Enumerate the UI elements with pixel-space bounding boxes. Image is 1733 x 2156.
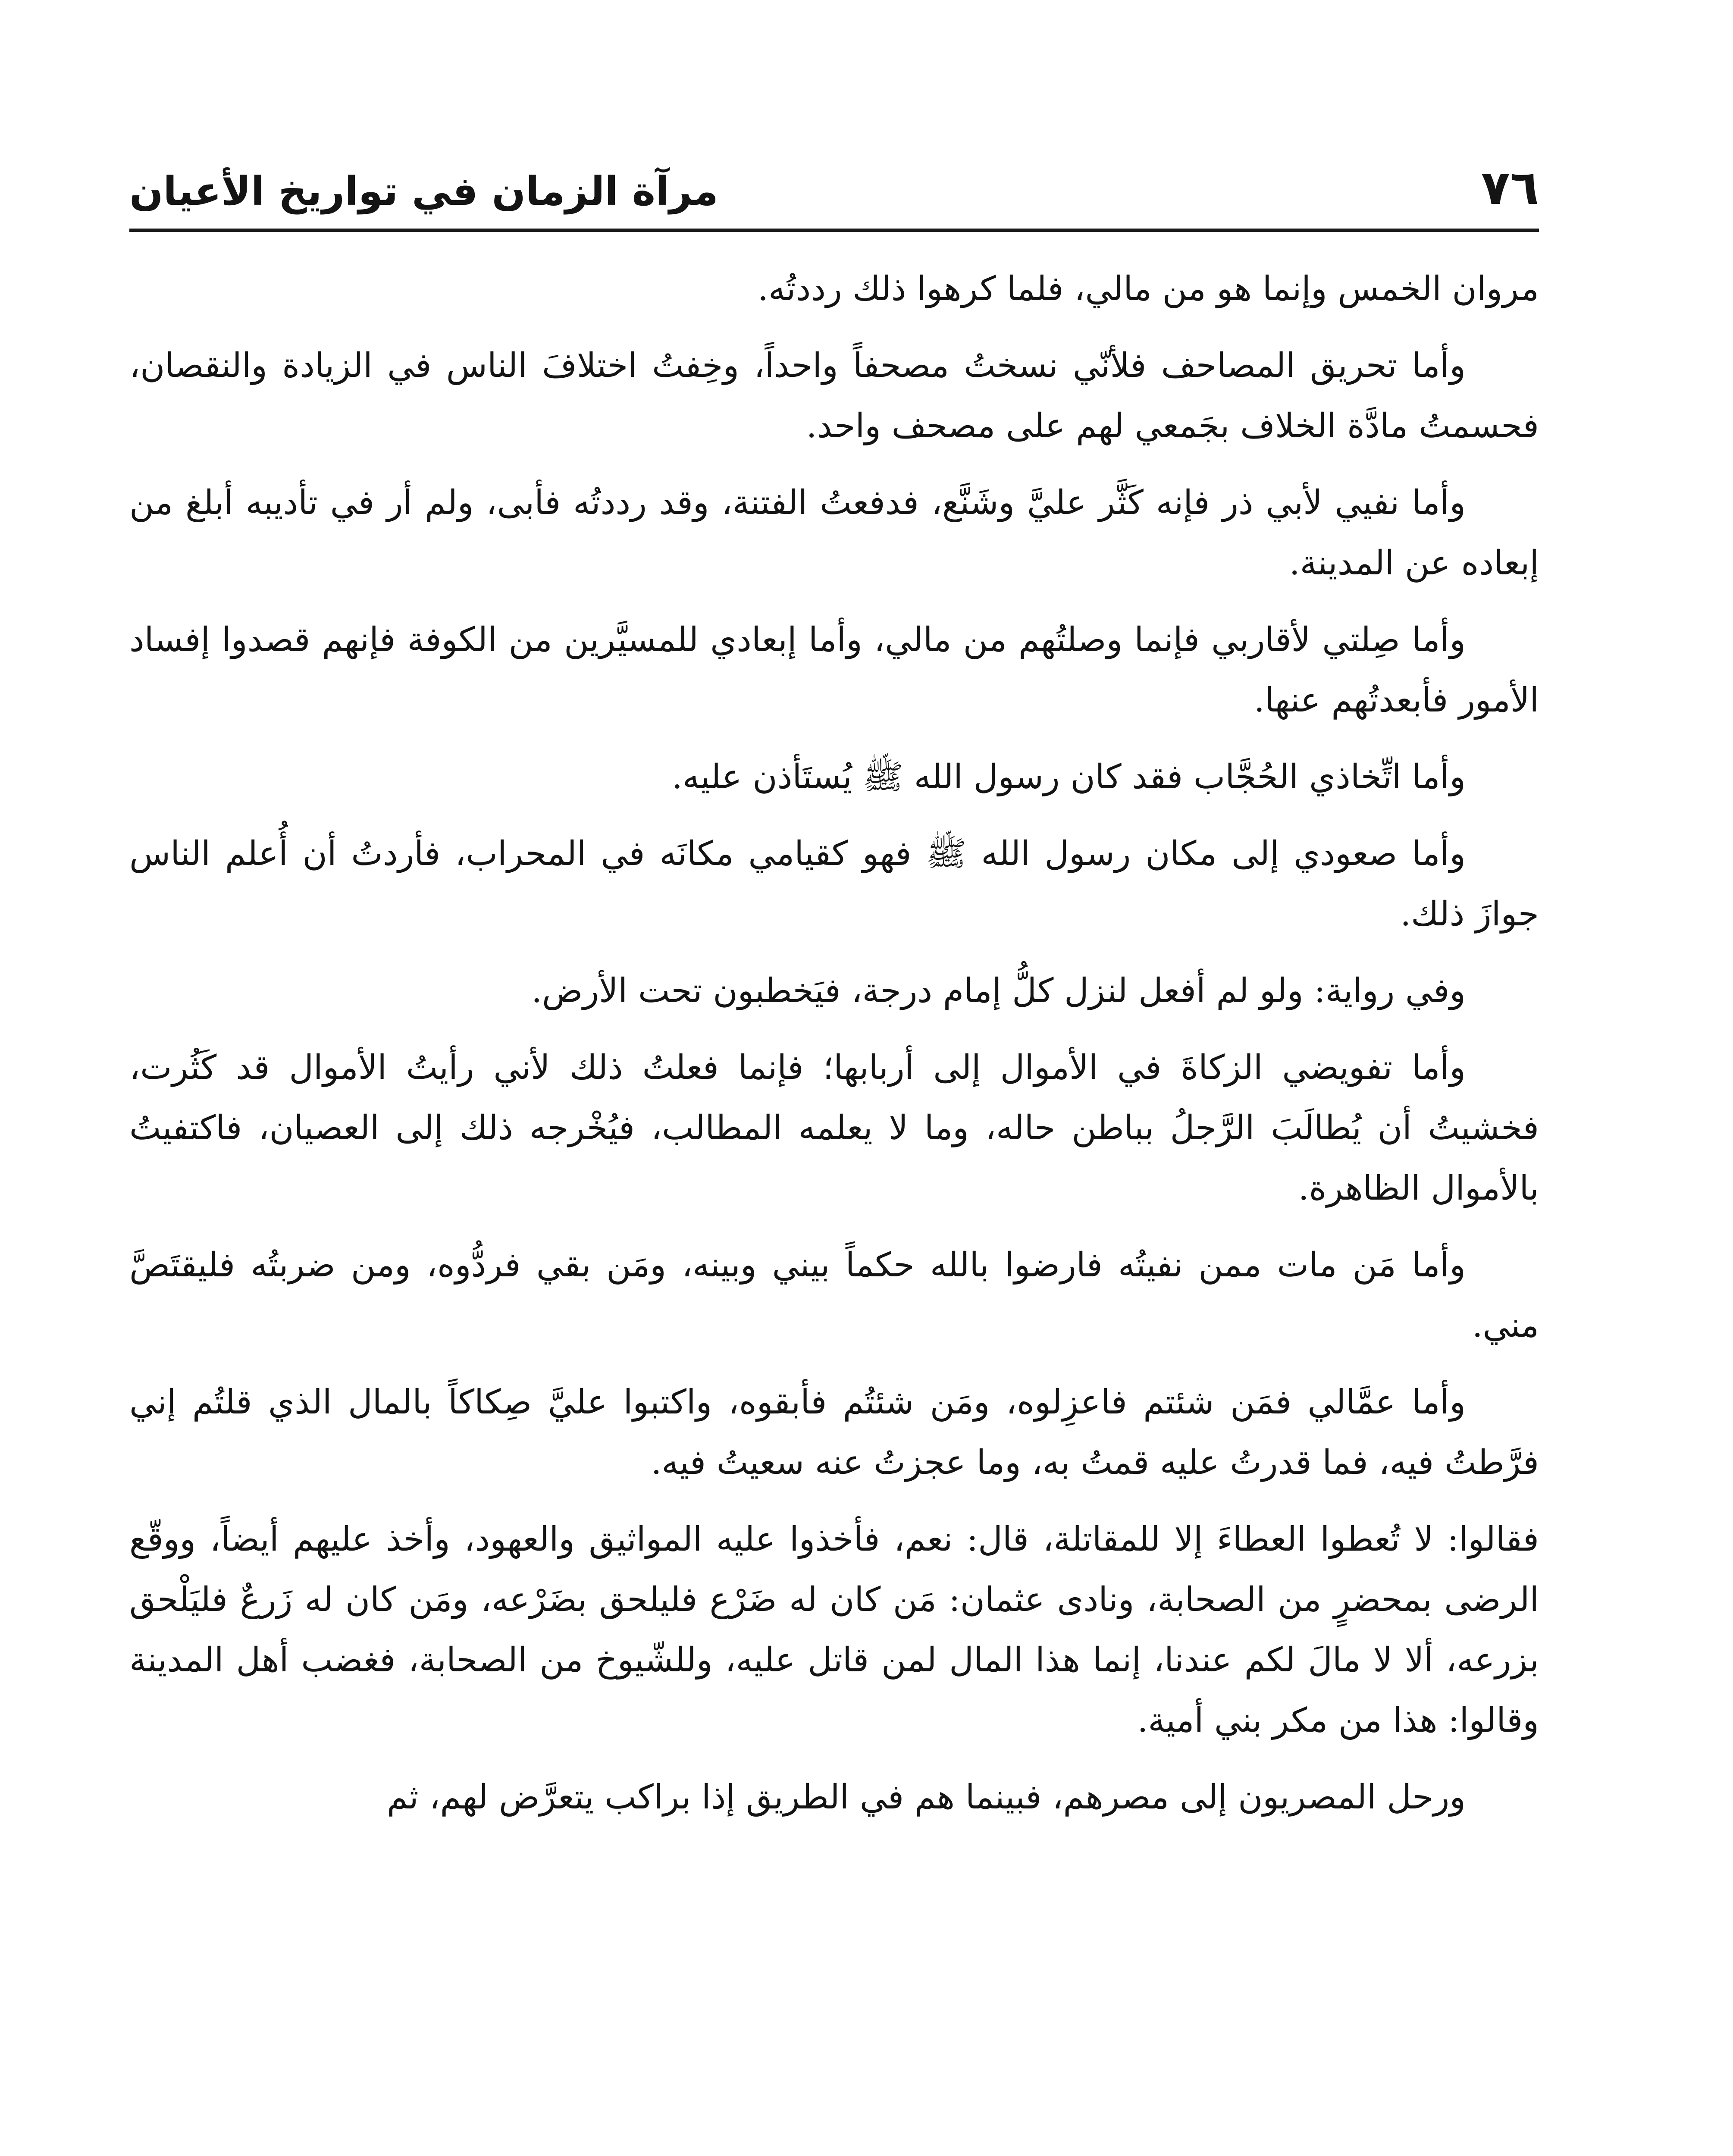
- paragraph: وأما صعودي إلى مكان رسول الله ﷺ فهو كقيامي مكانَه في المحراب، فأردتُ أن أُعلم الناس جوازَ ذلك.: [129, 834, 1539, 934]
- body-text: [129, 259, 1539, 2156]
- paragraph: وأما مَن مات ممن نفيتُه فارضوا بالله حكماً بيني وبينه، ومَن بقي فردُّوه، ومن ضربتُه فليقتَصَّ مني.: [129, 1246, 1539, 1345]
- paragraph: وأما عمَّالي فمَن شئتم فاعزِلوه، ومَن شئتُم فأبقوه، واكتبوا عليَّ صِكاكاً بالمال الذي قلتُم إني فرَّطتُ فيه، فما قدرتُ عليه قمتُ به، وما عجزتُ عنه سعيتُ فيه.: [129, 1383, 1539, 1482]
- paragraph: ورحل المصريون إلى مصرهم، فبينما هم في الطريق إذا براكب يتعرَّض لهم، ثم: [387, 1778, 1466, 1817]
- paragraph: فقالوا: لا تُعطوا العطاءَ إلا للمقاتلة، قال: نعم، فأخذوا عليه المواثيق والعهود، وأخذ عليهم أيضاً، ووقّع الرضى بمحضرٍ من الصحابة، ونادى عثمان: مَن كان له ضَرْع فليلحق بضَرْعه، ومَن كان له زَرعٌ فليَلْحق بزرعه، ألا لا مالَ لكم عندنا، إنما هذا المال لمن قاتل عليه، وللشّيوخ من الصحابة، فغضب أهل المدينة وقالوا: هذا من مكر بني أمية.: [129, 1520, 1539, 1740]
- paragraph: وأما تحريق المصاحف فلأنّي نسختُ مصحفاً واحداً، وخِفتُ اختلافَ الناس في الزيادة والنقصان، فحسمتُ مادَّة الخلاف بجَمعي لهم على مصحف واحد.: [129, 346, 1539, 445]
- paragraph: وأما نفيي لأبي ذر فإنه كَثَّر عليَّ وشَنَّع، فدفعتُ الفتنة، وقد رددتُه فأبى، ولم أر في تأديبه أبلغ من إبعاده عن المدينة.: [129, 483, 1539, 583]
- running-header: [129, 142, 1539, 232]
- paragraph: وفي رواية: ولو لم أفعل لنزل كلُّ إمام درجة، فيَخطبون تحت الأرض.: [531, 971, 1466, 1010]
- paragraph: وأما تفويضي الزكاةَ في الأموال إلى أربابها؛ فإنما فعلتُ ذلك لأني رأيتُ الأموال قد كَثُرت، فخشيتُ أن يُطالَبَ الرَّجلُ بباطن حاله، وما لا يعلمه المطالب، فيُخْرجه ذلك إلى العصيان، فاكتفيتُ بالأموال الظاهرة.: [129, 1048, 1539, 1208]
- paragraph: مروان الخمس وإنما هو من مالي، فلما كرهوا ذلك رددتُه.: [758, 270, 1539, 308]
- page-number: ٧٦: [1481, 160, 1539, 215]
- paragraph: وأما صِلتي لأقاربي فإنما وصلتُهم من مالي، وأما إبعادي للمسيَّرين من الكوفة فإنهم قصدوا إفساد الأمور فأبعدتُهم عنها.: [129, 620, 1539, 720]
- book-title: مرآة الزمان في تواريخ الأعيان: [129, 168, 718, 214]
- paragraph: وأما اتِّخاذي الحُجَّاب فقد كان رسول الله ﷺ يُستَأذن عليه.: [672, 758, 1466, 796]
